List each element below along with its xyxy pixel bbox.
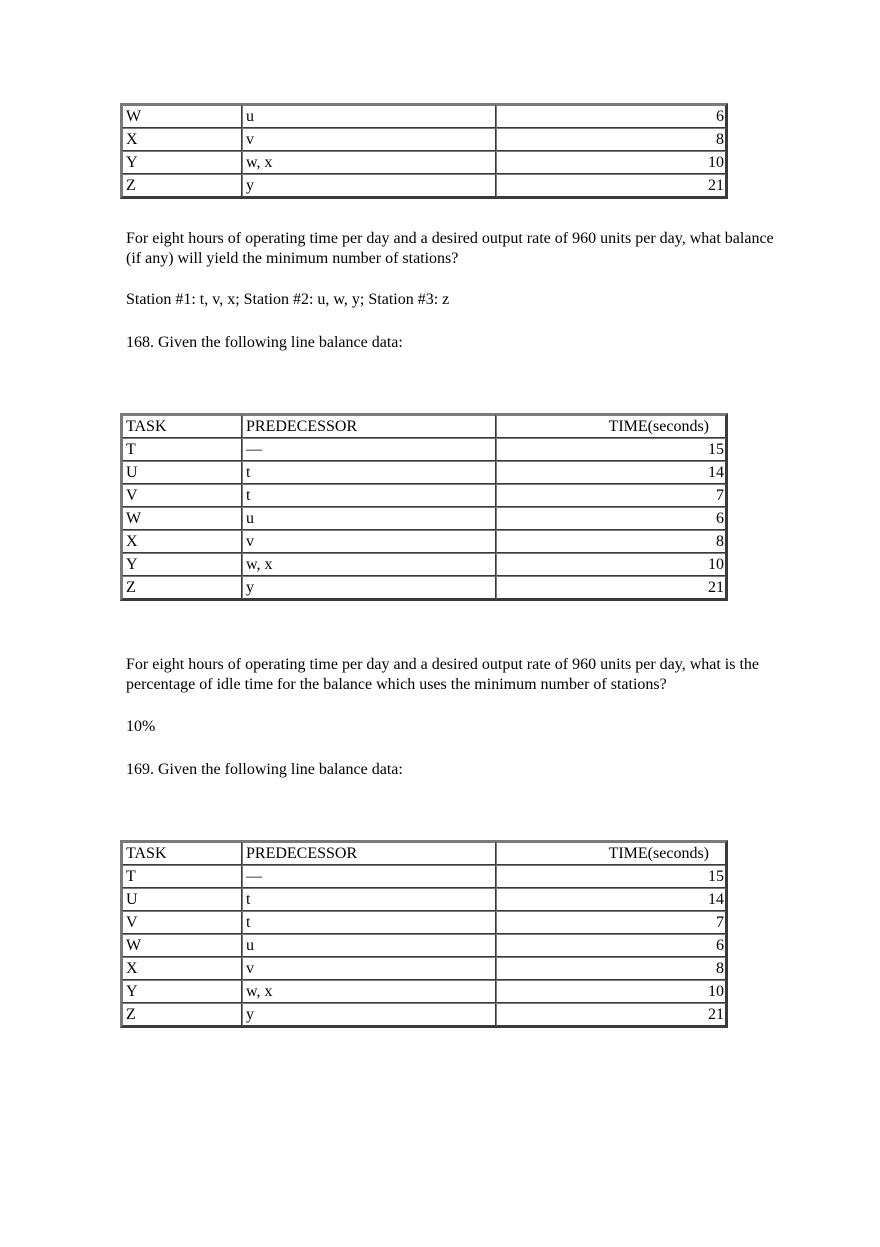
table-row [122,530,726,553]
time-cell: 8 [496,957,726,980]
table-row [122,1003,726,1026]
predecessor-cell: t [242,461,496,484]
time-cell: 14 [496,461,726,484]
task-cell: X [122,128,242,151]
line-balance-table-168 [120,413,728,601]
table-row [122,507,726,530]
task-cell: Z [122,174,242,197]
predecessor-cell: u [242,507,496,530]
table-row [122,576,726,599]
time-cell: 10 [496,151,726,174]
task-cell: X [122,530,242,553]
time-cell: 15 [496,865,726,888]
table-row [122,484,726,507]
time-cell: 7 [496,911,726,934]
table-row [122,128,726,151]
time-cell: 8 [496,530,726,553]
task-cell: V [122,484,242,507]
predecessor-cell: w, x [242,980,496,1003]
time-header: TIME(seconds) [496,842,726,865]
table-row [122,105,726,128]
time-cell: 8 [496,128,726,151]
task-cell: Y [122,980,242,1003]
predecessor-cell: w, x [242,151,496,174]
predecessor-cell: t [242,888,496,911]
table-header-row [122,415,726,438]
time-cell: 21 [496,174,726,197]
task-header: TASK [122,842,242,865]
table-row [122,865,726,888]
predecessor-cell: — [242,865,496,888]
task-cell: U [122,461,242,484]
task-cell: X [122,957,242,980]
predecessor-cell: v [242,128,496,151]
task-cell: W [122,105,242,128]
predecessor-cell: y [242,1003,496,1026]
question-text: For eight hours of operating time per day and a desired output rate of 960 units per day, what balance (if any) will yield the minimum number of stations? [126,230,774,267]
predecessor-cell: v [242,530,496,553]
line-balance-table-169 [120,840,728,1028]
task-cell: T [122,438,242,461]
answer-text: Station #1: t, v, x; Station #2: u, w, y; Station #3: z [126,291,450,308]
predecessor-cell: u [242,105,496,128]
predecessor-header: PREDECESSOR [242,842,496,865]
task-cell: Z [122,576,242,599]
time-cell: 14 [496,888,726,911]
time-cell: 6 [496,934,726,957]
table-row [122,174,726,197]
predecessor-header: PREDECESSOR [242,415,496,438]
task-cell: Z [122,1003,242,1026]
predecessor-cell: t [242,484,496,507]
table-row [122,980,726,1003]
predecessor-cell: y [242,576,496,599]
predecessor-cell: u [242,934,496,957]
table-row [122,553,726,576]
time-cell: 15 [496,438,726,461]
table-row [122,151,726,174]
task-cell: W [122,507,242,530]
line-balance-table-continued [120,103,728,199]
time-cell: 21 [496,1003,726,1026]
task-cell: W [122,934,242,957]
task-cell: T [122,865,242,888]
task-cell: Y [122,553,242,576]
task-cell: V [122,911,242,934]
question-text: For eight hours of operating time per day and a desired output rate of 960 units per day, what is the percentage of idle time for the balance which uses the minimum number of stations? [126,656,760,693]
task-cell: U [122,888,242,911]
table-header-row [122,842,726,865]
table-row [122,957,726,980]
predecessor-cell: w, x [242,553,496,576]
task-header: TASK [122,415,242,438]
table-row [122,911,726,934]
question-169-intro: 169. Given the following line balance data: [126,761,403,778]
time-cell: 6 [496,507,726,530]
question-168-intro: 168. Given the following line balance data: [126,334,403,351]
task-cell: Y [122,151,242,174]
table-row [122,438,726,461]
time-cell: 21 [496,576,726,599]
time-cell: 10 [496,553,726,576]
predecessor-cell: v [242,957,496,980]
table-row [122,461,726,484]
time-cell: 6 [496,105,726,128]
predecessor-cell: t [242,911,496,934]
predecessor-cell: — [242,438,496,461]
time-cell: 10 [496,980,726,1003]
table-row [122,888,726,911]
predecessor-cell: y [242,174,496,197]
answer-text: 10% [126,718,156,735]
time-header: TIME(seconds) [496,415,726,438]
time-cell: 7 [496,484,726,507]
table-row [122,934,726,957]
